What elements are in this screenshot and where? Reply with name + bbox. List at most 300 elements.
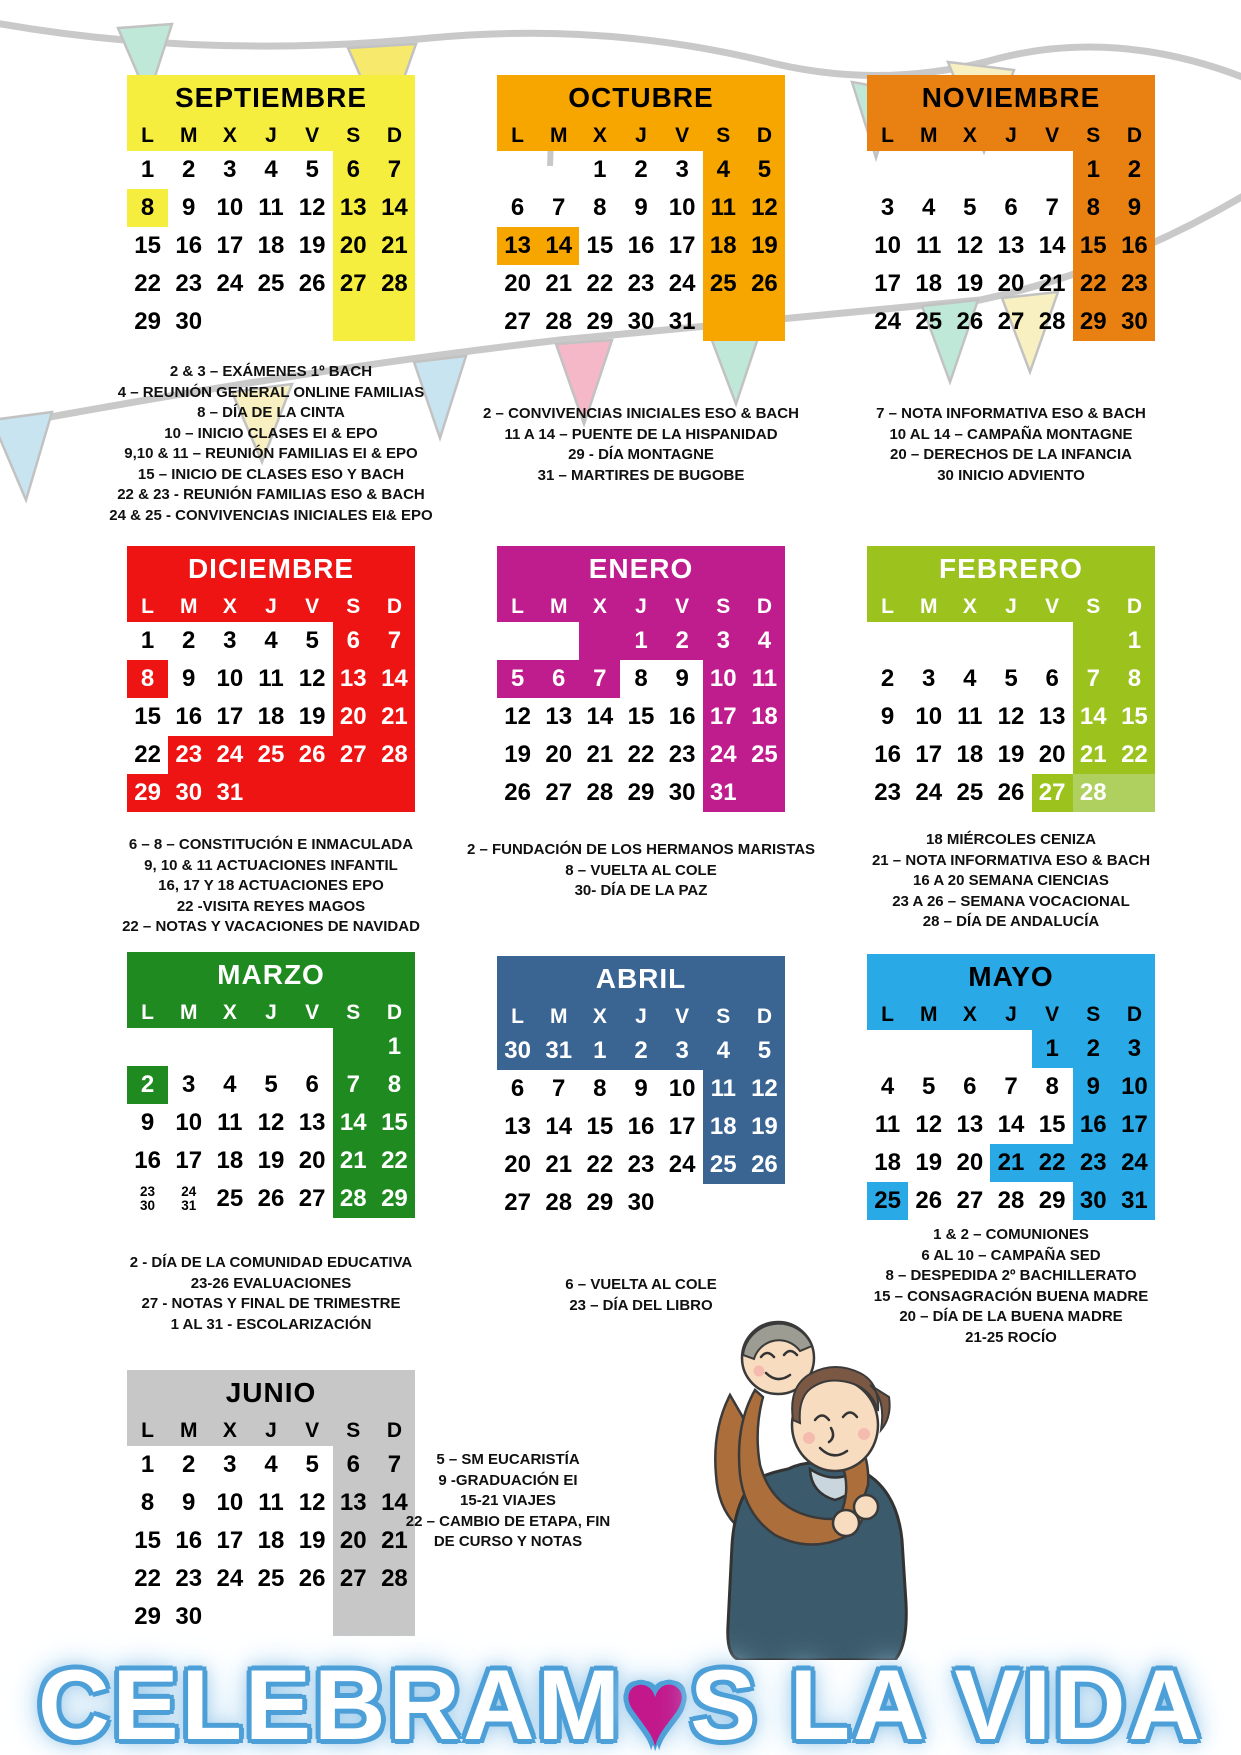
weekday-label: L: [141, 1001, 154, 1024]
day-cell: 25: [956, 779, 984, 806]
day-cell: 14: [1073, 698, 1114, 736]
day-cell: [333, 1028, 374, 1066]
weekday-header-row: [497, 121, 785, 151]
day-cell: 26: [298, 270, 326, 297]
day-cell: 23: [1114, 265, 1155, 303]
note-line: DE CURSO Y NOTAS: [433, 1533, 583, 1550]
month-title: FEBRERO: [867, 546, 1155, 592]
day-cell: [1032, 622, 1073, 660]
weekday-label: M: [549, 595, 568, 618]
day-cell: 14: [1038, 232, 1066, 259]
day-cell: 27: [333, 736, 374, 774]
day-cell: 14: [374, 1484, 415, 1522]
day-cell: [292, 774, 333, 812]
day-cell: 11: [258, 665, 284, 692]
day-cell: 24 31: [181, 1184, 197, 1213]
weekday-label: V: [305, 124, 320, 147]
weekday-label: V: [675, 1005, 690, 1028]
weekday-label: S: [346, 1001, 361, 1024]
note-line: 10 AL 14 – CAMPAÑA MONTAGNE: [889, 425, 1133, 443]
day-cell: 28: [374, 1560, 415, 1598]
day-cell: [867, 1030, 908, 1068]
day-cell: [744, 1184, 785, 1222]
month-title: ENERO: [497, 546, 785, 592]
day-cell: 6: [1045, 665, 1059, 692]
day-cell: [990, 1030, 1031, 1068]
day-cell: 23: [668, 741, 696, 768]
day-cell: 6: [538, 660, 579, 698]
weekday-label: D: [1126, 124, 1142, 147]
day-grid: [127, 151, 415, 341]
day-cell: 19: [997, 741, 1025, 768]
day-cell: 7: [1073, 660, 1114, 698]
weekday-label: X: [592, 595, 607, 618]
note-line: 28 – DÍA DE ANDALUCÍA: [922, 913, 1100, 930]
day-cell: 4: [223, 1071, 237, 1098]
day-cell: [990, 622, 1031, 660]
day-cell: 21: [1073, 736, 1114, 774]
weekday-label: S: [1086, 124, 1101, 147]
day-cell: 13: [333, 660, 374, 698]
month-notes-octubre: [466, 404, 816, 486]
day-cell: 29: [586, 308, 614, 335]
note-line: 2 – CONVIVENCIAS INICIALES ESO & BACH: [483, 405, 799, 422]
day-cell: 15: [586, 232, 614, 259]
day-cell: 1: [1073, 151, 1114, 189]
day-cell: 26: [956, 308, 984, 335]
day-cell: 27: [333, 1560, 374, 1598]
day-cell: [908, 151, 949, 189]
day-cell: 22: [1073, 265, 1114, 303]
celebramos-la-vida-logo: [0, 1648, 1241, 1755]
day-cell: 2: [182, 627, 196, 654]
day-cell: 23: [175, 1565, 203, 1592]
note-line: 18 MIÉRCOLES CENIZA: [925, 831, 1097, 848]
day-cell: 30: [668, 779, 696, 806]
day-cell: 22: [134, 741, 161, 768]
day-cell: 5: [744, 1032, 785, 1070]
day-cell: 28: [545, 308, 573, 335]
month-notes-mayo: [836, 1225, 1186, 1348]
day-cell: 28: [333, 1180, 374, 1218]
day-cell: 1: [579, 1032, 620, 1070]
day-cell: 4: [264, 627, 278, 654]
day-cell: 25: [257, 1565, 285, 1592]
day-cell: 4: [880, 1073, 895, 1100]
day-cell: 26: [744, 1146, 785, 1184]
day-cell: 25: [867, 1182, 908, 1220]
day-cell: [374, 774, 415, 812]
day-cell: 18: [915, 270, 943, 297]
day-cell: 3: [675, 156, 689, 183]
month-title: ABRIL: [497, 956, 785, 1002]
day-cell: 10: [703, 660, 744, 698]
day-cell: [374, 1598, 415, 1636]
month-notes-diciembre: [96, 835, 446, 938]
day-cell: [579, 622, 620, 660]
day-cell: 5: [922, 1073, 936, 1100]
weekday-label: M: [919, 124, 938, 147]
day-cell: 16: [1114, 227, 1155, 265]
day-cell: 4: [703, 151, 744, 189]
day-cell: 5: [305, 156, 319, 183]
day-cell: 27: [1032, 774, 1073, 812]
day-cell: 7: [1004, 1073, 1018, 1100]
day-cell: [497, 622, 538, 660]
day-cell: 15: [1038, 1111, 1066, 1138]
month-notes-marzo: [96, 1253, 446, 1335]
day-cell: 8: [127, 660, 168, 698]
day-cell: 21: [545, 1151, 573, 1178]
weekday-label: V: [1045, 124, 1060, 147]
note-line: 30 INICIO ADVIENTO: [937, 466, 1085, 484]
weekday-label: X: [592, 1005, 607, 1028]
day-cell: 28: [1073, 774, 1114, 812]
weekday-label: M: [179, 1419, 198, 1442]
day-cell: 25: [257, 270, 285, 297]
day-cell: 10: [216, 194, 244, 221]
day-cell: 9: [675, 665, 689, 692]
weekday-header-row: [127, 592, 415, 622]
month-title: OCTUBRE: [497, 75, 785, 121]
day-cell: 20: [997, 270, 1025, 297]
day-cell: 23: [1073, 1144, 1114, 1182]
day-cell: 7: [374, 151, 415, 189]
day-cell: 5: [305, 1451, 319, 1478]
day-cell: 16: [134, 1147, 161, 1174]
month-title: MAYO: [867, 954, 1155, 1000]
day-cell: 13: [956, 1111, 984, 1138]
day-cell: 8: [1045, 1073, 1059, 1100]
note-line: 7 – NOTA INFORMATIVA ESO & BACH: [876, 405, 1146, 422]
note-line: 20 – DÍA DE LA BUENA MADRE: [899, 1308, 1123, 1325]
day-cell: 6: [510, 1075, 525, 1102]
day-cell: 16: [175, 1527, 203, 1554]
day-cell: 1: [140, 627, 155, 654]
day-cell: 22: [134, 1565, 161, 1592]
note-line: 1 & 2 – COMUNIONES: [933, 1226, 1089, 1243]
day-cell: 11: [258, 1489, 284, 1516]
day-cell: 25: [744, 736, 785, 774]
note-line: 30- DÍA DE LA PAZ: [574, 882, 708, 899]
day-cell: 19: [915, 1149, 943, 1176]
day-cell: 29: [1073, 303, 1114, 341]
day-cell: 18: [744, 698, 785, 736]
day-cell: 14: [586, 703, 614, 730]
day-grid: [497, 1032, 785, 1222]
day-cell: 10: [874, 232, 901, 259]
day-cell: [990, 151, 1031, 189]
day-cell: 26: [997, 779, 1025, 806]
note-line: 6 AL 10 – CAMPAÑA SED: [921, 1246, 1101, 1264]
day-cell: 26: [915, 1187, 943, 1214]
day-cell: 3: [703, 622, 744, 660]
day-cell: 8: [127, 189, 168, 227]
day-cell: 26: [298, 1565, 326, 1592]
day-cell: 17: [216, 232, 244, 259]
weekday-label: J: [265, 1419, 277, 1442]
weekday-label: L: [141, 1419, 154, 1442]
weekday-label: S: [346, 124, 361, 147]
weekday-header-row: [867, 1000, 1155, 1030]
day-cell: [250, 303, 291, 341]
day-cell: 18: [257, 703, 285, 730]
day-cell: [703, 303, 744, 341]
day-cell: 12: [504, 703, 531, 730]
weekday-header-row: [127, 1416, 415, 1446]
day-cell: 30: [497, 1032, 538, 1070]
day-cell: 24: [1114, 1144, 1155, 1182]
month-notes-febrero: [836, 830, 1186, 933]
day-cell: 12: [298, 1489, 326, 1516]
day-cell: 11: [957, 703, 983, 730]
month-enero: [497, 546, 785, 812]
day-cell: 13: [497, 227, 538, 265]
month-noviembre: [867, 75, 1155, 341]
note-line: 27 - NOTAS Y FINAL DE TRIMESTRE: [141, 1295, 401, 1312]
day-cell: 3: [1114, 1030, 1155, 1068]
weekday-header-row: [127, 998, 415, 1028]
note-line: 15-21 VIAJES: [460, 1492, 556, 1509]
day-cell: 17: [668, 1113, 696, 1140]
day-cell: 10: [915, 703, 943, 730]
day-cell: 7: [1045, 194, 1059, 221]
day-cell: 21: [990, 1144, 1031, 1182]
day-cell: 11: [874, 1111, 901, 1138]
day-cell: 1: [1032, 1030, 1073, 1068]
weekday-label: J: [1005, 595, 1017, 618]
month-febrero: [867, 546, 1155, 812]
day-cell: 30: [175, 1603, 203, 1630]
day-cell: 9: [182, 665, 196, 692]
day-cell: 28: [374, 265, 415, 303]
day-cell: 26: [292, 736, 333, 774]
day-cell: 28: [545, 1189, 573, 1216]
weekday-label: V: [675, 595, 690, 618]
weekday-label: L: [511, 1005, 524, 1028]
day-cell: 21: [1038, 270, 1066, 297]
day-grid: [127, 1028, 415, 1218]
day-cell: 28: [586, 779, 614, 806]
day-cell: 27: [545, 779, 573, 806]
day-cell: 23: [627, 1151, 655, 1178]
note-line: 8 – DÍA DE LA CINTA: [197, 404, 345, 421]
day-cell: [1114, 774, 1155, 812]
day-cell: 27: [504, 1189, 531, 1216]
day-cell: 22: [374, 1142, 415, 1180]
day-cell: [209, 1028, 250, 1066]
weekday-label: X: [962, 1003, 977, 1026]
day-grid: [867, 1030, 1155, 1220]
day-cell: [333, 1598, 374, 1636]
weekday-label: L: [141, 595, 154, 618]
day-cell: [497, 151, 538, 189]
note-line: 10 – INICIO CLASES EI & EPO: [164, 424, 378, 442]
day-cell: 4: [922, 194, 936, 221]
weekday-header-row: [497, 1002, 785, 1032]
day-cell: 19: [956, 270, 984, 297]
note-line: 9,10 & 11 – REUNIÓN FAMILIAS EI & EPO: [124, 445, 418, 462]
day-cell: 21: [374, 1522, 415, 1560]
day-cell: 19: [298, 703, 326, 730]
day-cell: 8: [374, 1066, 415, 1104]
day-cell: 12: [298, 194, 326, 221]
weekday-label: J: [1005, 1003, 1017, 1026]
day-cell: 28: [1038, 308, 1066, 335]
month-marzo: [127, 952, 415, 1218]
weekday-label: S: [716, 124, 731, 147]
day-cell: 19: [257, 1147, 285, 1174]
day-cell: 6: [510, 194, 525, 221]
weekday-label: V: [1045, 1003, 1060, 1026]
day-cell: 20: [298, 1147, 326, 1174]
day-cell: 28: [374, 736, 415, 774]
note-line: 15 – CONSAGRACIÓN BUENA MADRE: [873, 1287, 1149, 1305]
day-cell: 11: [703, 189, 744, 227]
day-cell: 7: [374, 1446, 415, 1484]
day-grid: [497, 622, 785, 812]
weekday-label: S: [1086, 595, 1101, 618]
day-cell: 18: [703, 227, 744, 265]
note-line: 31 – MARTIRES DE BUGOBE: [537, 466, 745, 484]
garland-rope-top: [0, 22, 1241, 80]
month-septiembre: [127, 75, 415, 341]
day-grid: [497, 151, 785, 341]
day-cell: 12: [915, 1111, 943, 1138]
day-cell: 15: [134, 1527, 161, 1554]
day-cell: 16: [1073, 1106, 1114, 1144]
day-cell: [744, 303, 785, 341]
day-cell: 19: [298, 1527, 326, 1554]
day-cell: 26: [257, 1185, 285, 1212]
day-cell: 15: [134, 703, 161, 730]
day-cell: 11: [217, 1109, 243, 1136]
note-line: 22 -VISITA REYES MAGOS: [176, 897, 366, 915]
day-cell: 9: [182, 1489, 196, 1516]
weekday-label: L: [141, 124, 154, 147]
logo-text-left: CELEBRAM: [38, 1649, 623, 1755]
day-cell: 9: [1073, 1068, 1114, 1106]
day-cell: 13: [333, 189, 374, 227]
day-cell: 4: [703, 1032, 744, 1070]
weekday-label: X: [222, 595, 237, 618]
day-cell: 18: [874, 1149, 901, 1176]
weekday-label: D: [756, 124, 772, 147]
day-cell: 12: [956, 232, 984, 259]
day-cell: 15: [1073, 227, 1114, 265]
day-cell: 1: [140, 156, 155, 183]
weekday-label: D: [1126, 595, 1142, 618]
day-cell: 24: [668, 1151, 696, 1178]
month-notes-abril: [466, 1275, 816, 1316]
weekday-label: D: [386, 595, 402, 618]
day-cell: [209, 303, 250, 341]
day-cell: 18: [257, 232, 285, 259]
day-cell: 20: [1038, 741, 1066, 768]
month-title: MARZO: [127, 952, 415, 998]
day-cell: [949, 622, 990, 660]
weekday-label: D: [756, 595, 772, 618]
weekday-label: S: [346, 595, 361, 618]
weekday-label: V: [1045, 595, 1060, 618]
day-cell: 31: [209, 774, 250, 812]
day-cell: 17: [175, 1147, 203, 1174]
note-line: 2 & 3 – EXÁMENES 1º BACH: [169, 363, 373, 380]
day-cell: 7: [333, 1066, 374, 1104]
day-cell: [867, 151, 908, 189]
day-cell: 2: [1073, 1030, 1114, 1068]
day-cell: 20: [333, 227, 374, 265]
day-cell: 14: [538, 227, 579, 265]
day-cell: 20: [545, 741, 573, 768]
day-cell: 27: [298, 1185, 326, 1212]
weekday-label: M: [549, 124, 568, 147]
day-cell: 20: [333, 698, 374, 736]
month-abril: [497, 956, 785, 1222]
weekday-label: X: [592, 124, 607, 147]
weekday-header-row: [867, 592, 1155, 622]
note-line: 1 AL 31 - ESCOLARIZACIÓN: [170, 1315, 372, 1333]
day-cell: 14: [374, 189, 415, 227]
day-cell: 2: [1114, 151, 1155, 189]
day-cell: 13: [504, 1113, 531, 1140]
day-cell: 3: [182, 1071, 196, 1098]
logo-text-right: S LA VIDA: [690, 1649, 1203, 1755]
day-cell: 7: [552, 194, 566, 221]
day-cell: 13: [545, 703, 573, 730]
note-line: 15 – INICIO DE CLASES ESO Y BACH: [137, 465, 405, 483]
day-cell: 14: [333, 1104, 374, 1142]
day-cell: 22: [627, 741, 655, 768]
day-cell: 27: [333, 265, 374, 303]
day-cell: 24: [209, 736, 250, 774]
day-cell: [1032, 151, 1073, 189]
weekday-label: X: [962, 124, 977, 147]
day-cell: 6: [305, 1071, 319, 1098]
day-cell: 14: [545, 1113, 573, 1140]
weekday-label: J: [635, 595, 647, 618]
day-cell: 17: [703, 698, 744, 736]
day-cell: 10: [1114, 1068, 1155, 1106]
day-cell: [908, 1030, 949, 1068]
day-cell: 22: [1114, 736, 1155, 774]
weekday-label: V: [305, 1419, 320, 1442]
day-cell: 29: [586, 1189, 614, 1216]
day-cell: 2: [127, 1066, 168, 1104]
weekday-label: V: [305, 595, 320, 618]
note-line: 6 – 8 – CONSTITUCIÓN E INMACULADA: [128, 836, 414, 853]
day-cell: 16: [627, 232, 655, 259]
weekday-label: J: [265, 124, 277, 147]
note-line: 20 – DERECHOS DE LA INFANCIA: [890, 446, 1132, 463]
day-cell: 13: [1038, 703, 1066, 730]
day-grid: [127, 622, 415, 812]
day-cell: 17: [915, 741, 943, 768]
day-cell: 21: [586, 741, 614, 768]
heart-icon: ♥: [622, 1647, 691, 1755]
day-cell: [538, 622, 579, 660]
day-cell: 6: [1004, 194, 1018, 221]
note-line: 22 & 23 - REUNIÓN FAMILIAS ESO & BACH: [117, 486, 425, 503]
day-cell: 17: [668, 232, 696, 259]
day-cell: 6: [963, 1073, 977, 1100]
weekday-label: M: [179, 595, 198, 618]
note-line: 23 A 26 – SEMANA VOCACIONAL: [892, 892, 1130, 910]
day-cell: 11: [916, 232, 942, 259]
day-cell: 17: [216, 1527, 244, 1554]
note-line: 21-25 ROCÍO: [965, 1328, 1057, 1346]
day-cell: 17: [1114, 1106, 1155, 1144]
